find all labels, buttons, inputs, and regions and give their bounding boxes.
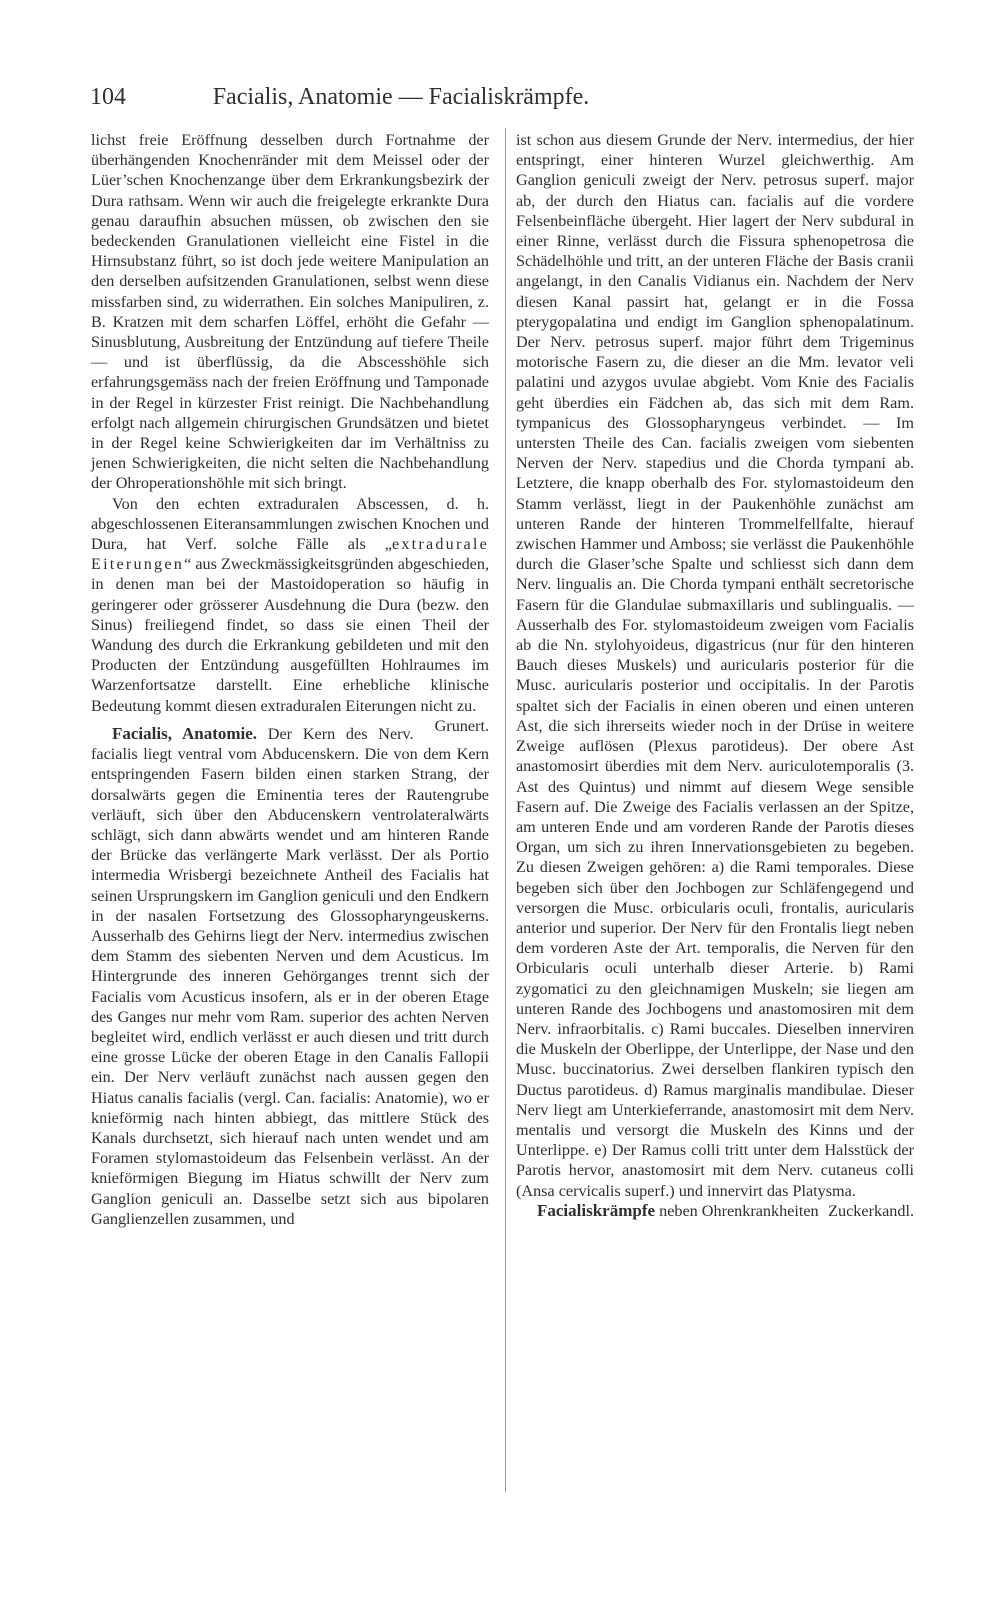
- entry-headword: Facialis, Anatomie.: [112, 723, 258, 743]
- left-column: [91, 130, 489, 1229]
- paragraph-text: “ aus Zweckmässigkeitsgründen abgeschieden, in denen man bei der Mastoidoperation so häufig in geringerer oder grösserer Ausdehnung die Dura (bezw. den Sinus) freiliegend findet, so dass sie einen Theil der Wandung des durch die Erkrankung gebildeten und mit den Producten der Entzündung ausgefüllten Hohlraumes im Warzenfortsatze darstellt. Eine erhebliche klinische Bedeutung kommt diesen extraduralen Eiterungen nicht zu.: [91, 555, 489, 715]
- entry-text: neben Ohrenkrankheiten: [655, 1201, 819, 1220]
- page-number: 104: [90, 84, 126, 110]
- right-column: [516, 130, 914, 1221]
- running-head: Facialis, Anatomie — Facialiskrämpfe.: [212, 84, 590, 110]
- entry-headword: Facialiskrämpfe: [537, 1200, 656, 1220]
- author-signature: Zuckerkandl.: [828, 1201, 914, 1220]
- paragraph-text: ist schon aus diesem Grunde der Nerv. intermedius, der hier entspringt, einer hinteren Wurzel gleichwerthig. Am Ganglion geniculi zweigt der Nerv. petrosus superf. major ab, der durch den Hiatus can. facialis auf die vordere Felsenbeinfläche übergeht. Hier lagert der Nerv subdural in einer Rinne, verlässt durch die Fissura sphenopetrosa die Schädelhöhle und tritt, an der unteren Fläche der Basis cranii angelangt, in den Canalis Vidianus ein. Nachdem der Nerv diesen Kanal passirt hat, gelangt er in die Fossa pterygopalatina und endigt im Ganglion sphenopalatinum. Der Nerv. petrosus superf. major führt dem Trigeminus motorische Fasern zu, die dieser an die Mm. levator veli palatini und azygos uvulae abgiebt. Vom Knie des Facialis geht überdies ein Fädchen ab, das sich mit dem Ram. tympanicus des Glossopharyngeus verbindet. — Im untersten Theile des Can. facialis zweigen vom siebenten Nerven der Nerv. stapedius und die Chorda tympani ab. Letztere, die knapp oberhalb des For. stylomastoideum den Stamm verlässt, liegt in der Paukenhöhle zunächst am unteren Rande der hinteren Trommelfellfalte, hierauf zwischen Hammer und Amboss; sie verlässt die Paukenhöhle durch die Glaser’sche Spalte und schliesst sich dann dem Nerv. lingualis an. Die Chorda tympani enthält secretorische Fasern für die Glandulae submaxillaris und sublingualis. — Ausserhalb des For. stylomastoideum zweigen vom Facialis ab die Nn. stylohyoideus, digastricus (nur für den hinteren Bauch dieses Muskels) und auricularis posterior für die Musc. auricularis posterior und occipitalis. In der Parotis spaltet sich der Facialis in einen oberen und einen unteren Ast, die sich ihrerseits wieder noch in der Drüse in weitere Zweige auflösen (Plexus parotideus). Der obere Ast anastomosirt überdies mit dem Nerv. auriculotemporalis (3. Ast des Quintus) und nimmt auf diesem Wege sensible Fasern auf. Die Zweige des Facialis verlassen an der Spitze, am unteren Ende und am vorderen Rande der Parotis dieses Organ, um sich zu ihren Innervationsgebieten zu begeben. Zu diesen Zweigen gehören: a) die Rami temporales. Diese begeben sich über den Jochbogen zur Schläfengegend und versorgen die Musc. orbicularis oculi, frontalis, auricularis anterior und superior. Der Nerv für den Frontalis liegt neben dem vorderen Aste der Art. temporalis, die Nerven für den Orbicularis oculi unterhalb dieser Arterie. b) Rami zygomatici zu den gleichnamigen Muskeln; sie liegen am unteren Rande des Jochbogens und anastomosiren mit dem Nerv. infraorbitalis. c) Rami buccales. Dieselben innerviren die Muskeln der Oberlippe, der Unterlippe, der Nase und den Musc. buccinatorius. Zwei derselben flankiren typisch den Ductus parotideus. d) Ramus marginalis mandibulae. Dieser Nerv liegt am Unterkieferrande, anastomosirt mit dem Nerv. mentalis und versorgt die Muskeln des Kinns und der Unterlippe. e) Der Ramus colli tritt unter dem Halsstück der Parotis hervor, anastomosirt mit dem Nerv. cutaneus colli (Ansa cervicalis superf.) und innervirt das Platysma.: [516, 131, 914, 1200]
- paragraph-abscess-treatment: [91, 130, 489, 494]
- column-divider: [505, 128, 506, 1492]
- spaced-term: extradurale Eiterungen: [91, 535, 489, 574]
- paragraph-text: lichst freie Eröffnung desselben durch Fortnahme der überhängenden Knochenränder mit dem Meissel oder der Lüer’schen Knochenzange über dem Erkrankungsbezirk der Dura rathsam. Wenn wir auch die freigelegte erkrankte Dura genau daraufhin absuchen müssen, ob zwischen den sie bedeckenden Granulationen vielleicht eine Fistel in die Hirnsubstanz führt, so ist doch jede weitere Manipulation an den derselben aufsitzenden Granulationen, selbst wenn diese missfarben sind, zu widerrathen. Ein solches Manipuliren, z. B. Kratzen mit dem scharfen Löffel, erhöht die Gefahr — Sinusblutung, Ausbreitung der Entzündung auf tiefere Theile — und ist überflüssig, da die Abscesshöhle sich erfahrungsgemäss nach der freien Eröffnung und Tamponade in der Regel in kürzester Frist reinigt. Die Nachbehandlung erfolgt nach allgemein chirurgischen Grundsätzen und bietet in der Regel keine Schwierigkeiten dar im Verhältniss zu jenen Schwierigkeiten, die nicht selten die Nachbehandlung der Ohroperationshöhle mit sich bringt.: [91, 131, 489, 493]
- entry-text: Der Kern des Nerv. facialis liegt ventral vom Abducenskern. Die von dem Kern entspringenden Fasern bilden einen starken Strang, der dorsalwärts gegen die Eminentia teres der Rautengrube verläuft, sich über den Abducenskern ventrolateralwärts schlägt, sich dann abwärts wendet und am hinteren Rande der Brücke das verlängerte Mark verlässt. Der als Portio intermedia Wrisbergi bezeichnete Antheil des Facialis hat seinen Ursprungskern im Ganglion geniculi und den Endkern in der nasalen Fortsetzung des Glossopharyngeuskerns. Ausserhalb des Gehirns liegt der Nerv. intermedius zwischen dem Stamm des siebenten Nerven und dem Acusticus. Im Hintergrunde des inneren Gehörganges trennt sich der Facialis vom Acusticus insofern, als er in der oberen Etage des Ganges nur mehr vom Ram. superior des achten Nerven begleitet wird, endlich verlässt er auch diesen und tritt durch eine grosse Lücke der oberen Etage in den Canalis Fallopii ein. Der Nerv verläuft zunächst nach aussen gegen den Hiatus canalis facialis (vergl. Can. facialis: Anatomie), wo er knieförmig nach hinten abbiegt, das mittlere Stück des Kanals durchsetzt, sich hierauf nach unten wendet und am Foramen stylomastoideum das Felsenbein verlässt. An der knieförmigen Biegung im Hiatus schwillt der Nerv zum Ganglion geniculi an. Dasselbe setzt sich aus bipolaren Ganglienzellen zusammen, und: [91, 724, 489, 1228]
- paragraph-text: Von den echten extraduralen Abscessen, d. h. abgeschlossenen Eiteransammlungen zwischen Knochen und Dura, hat Verf. solche Fälle als „: [91, 494, 489, 554]
- page-header: [90, 80, 712, 114]
- author-signature: Grunert.: [434, 716, 489, 735]
- entry-facialis-anatomie: [91, 724, 489, 1229]
